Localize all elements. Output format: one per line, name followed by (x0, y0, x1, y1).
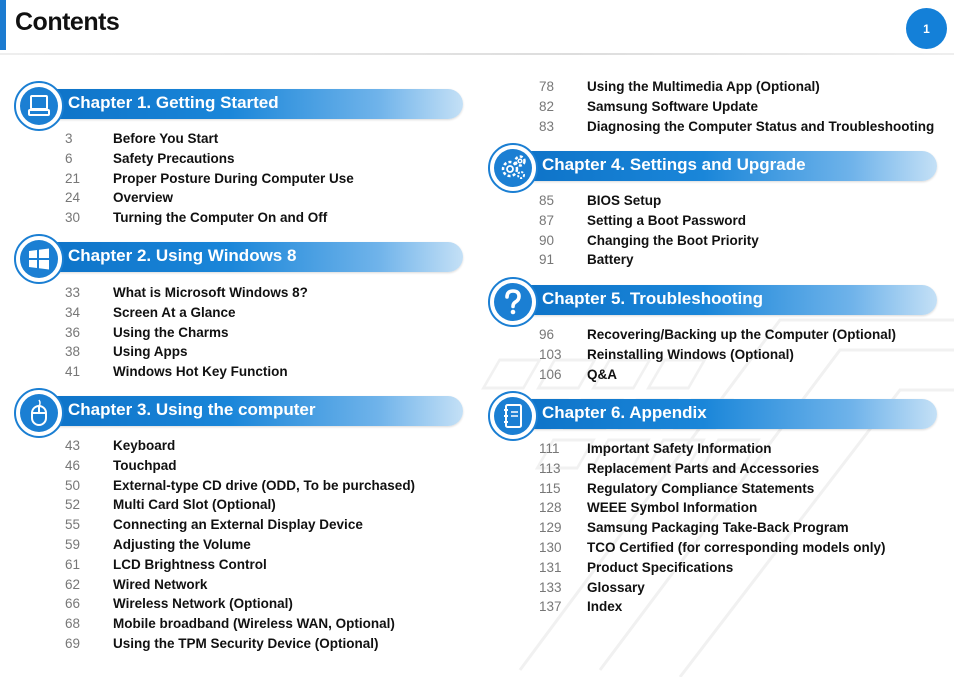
toc-page: 128 (539, 500, 562, 516)
gears-icon (488, 143, 538, 193)
toc-label: Windows Hot Key Function (113, 364, 288, 380)
toc-label: Wireless Network (Optional) (113, 596, 293, 612)
toc-page: 21 (65, 170, 81, 186)
toc-label: Keyboard (113, 438, 176, 453)
toc-entry[interactable] (539, 597, 886, 617)
toc-entry[interactable] (539, 578, 886, 598)
toc-label: Replacement Parts and Accessories (587, 460, 820, 476)
toc-page: 24 (65, 190, 81, 206)
toc-entry[interactable] (65, 634, 415, 654)
toc-entry[interactable] (65, 476, 415, 496)
toc-entry[interactable] (65, 535, 415, 555)
chapter-5-title: Chapter 5. Troubleshooting (542, 289, 764, 308)
toc-page: 3 (65, 131, 73, 146)
toc-entry[interactable] (539, 479, 886, 499)
toc-entry[interactable] (65, 188, 354, 208)
laptop-icon (14, 81, 64, 131)
page-number-badge: 1 (906, 8, 947, 49)
chapter-6-title: Chapter 6. Appendix (542, 403, 707, 422)
header-divider (0, 53, 954, 55)
toc-page: 69 (65, 635, 81, 651)
toc-page: 50 (65, 477, 81, 493)
toc-entry[interactable] (65, 342, 308, 362)
toc-label: Connecting an External Display Device (113, 517, 363, 533)
toc-label: External-type CD drive (ODD, To be purchased) (113, 477, 416, 493)
toc-label: Recovering/Backing up the Computer (Optional) (587, 327, 897, 342)
toc-page: 52 (65, 497, 81, 513)
page-title: Contents (15, 8, 120, 36)
toc-page: 61 (65, 556, 81, 572)
toc-page: 59 (65, 536, 81, 552)
toc-entry[interactable] (65, 555, 415, 575)
toc-entry[interactable] (539, 211, 759, 231)
toc-entry[interactable] (539, 498, 886, 518)
toc-label: Wired Network (113, 576, 208, 592)
chapter-2-title: Chapter 2. Using Windows 8 (68, 246, 297, 265)
toc-page: 90 (539, 232, 555, 248)
toc-page: 91 (539, 252, 555, 268)
toc-page: 115 (539, 480, 561, 496)
toc-label: Q&A (587, 366, 617, 382)
toc-label: Using Apps (113, 344, 188, 360)
toc-entry[interactable] (539, 250, 759, 270)
toc-label: Overview (113, 190, 174, 206)
toc-entry[interactable] (65, 456, 415, 476)
chapter-3-entries (65, 436, 415, 654)
toc-entry[interactable] (539, 191, 759, 211)
notebook-icon (488, 391, 538, 441)
question-mark-icon (488, 277, 538, 327)
mouse-icon (14, 388, 64, 438)
toc-page: 82 (539, 98, 555, 114)
toc-label: Glossary (587, 579, 645, 595)
toc-label: Samsung Software Update (587, 98, 759, 114)
toc-entry[interactable] (65, 614, 415, 634)
toc-label: Screen At a Glance (113, 304, 236, 320)
toc-entry[interactable] (65, 169, 354, 189)
toc-page: 106 (539, 366, 562, 382)
chapter-3-continued-entries (539, 77, 934, 136)
toc-page: 131 (539, 559, 562, 575)
toc-page: 41 (65, 364, 81, 380)
toc-page: 62 (65, 576, 81, 592)
windows-logo-icon (14, 234, 64, 284)
toc-entry[interactable] (539, 518, 886, 538)
toc-page: 87 (539, 212, 555, 228)
toc-label: Mobile broadband (Wireless WAN, Optional) (113, 616, 395, 632)
toc-entry[interactable] (65, 575, 415, 595)
chapter-2-entries (65, 283, 308, 382)
toc-entry[interactable] (539, 439, 886, 459)
toc-page: 113 (539, 460, 561, 476)
toc-page: 78 (539, 79, 555, 94)
toc-entry[interactable] (65, 129, 354, 149)
toc-label: BIOS Setup (587, 193, 662, 208)
toc-label: Regulatory Compliance Statements (587, 480, 815, 496)
toc-label: TCO Certified (for corresponding models only) (587, 539, 886, 555)
toc-entry[interactable] (539, 231, 759, 251)
toc-page: 43 (65, 438, 81, 453)
toc-page: 38 (65, 344, 81, 360)
chapter-1-entries (65, 129, 354, 228)
chapter-4-entries (539, 191, 759, 270)
toc-entry[interactable] (539, 538, 886, 558)
toc-page: 85 (539, 193, 555, 208)
toc-label: Before You Start (113, 131, 219, 146)
toc-entry[interactable] (65, 283, 308, 303)
toc-page: 103 (539, 346, 562, 362)
toc-label: Changing the Boot Priority (587, 232, 759, 248)
toc-page: 30 (65, 210, 81, 226)
toc-entry[interactable] (65, 594, 415, 614)
toc-page: 33 (65, 285, 81, 300)
toc-page: 68 (65, 616, 81, 632)
chapter-6-entries (539, 439, 886, 617)
toc-entry[interactable] (539, 345, 896, 365)
toc-entry[interactable] (539, 325, 896, 345)
toc-page: 46 (65, 457, 81, 473)
toc-page: 34 (65, 304, 81, 320)
toc-entry[interactable] (65, 436, 415, 456)
chapter-3-title: Chapter 3. Using the computer (68, 400, 316, 419)
toc-page: 133 (539, 579, 562, 595)
chapter-1-title: Chapter 1. Getting Started (68, 93, 279, 112)
toc-label: Proper Posture During Computer Use (113, 170, 354, 186)
toc-page: 137 (539, 599, 562, 615)
toc-page: 130 (539, 539, 562, 555)
toc-label: Important Safety Information (587, 441, 772, 456)
toc-page: 6 (65, 150, 73, 166)
toc-entry[interactable] (539, 459, 886, 479)
toc-entry[interactable] (539, 97, 934, 117)
toc-label: WEEE Symbol Information (587, 500, 758, 516)
toc-entry[interactable] (65, 495, 415, 515)
toc-label: Using the Multimedia App (Optional) (587, 79, 820, 94)
toc-label: Diagnosing the Computer Status and Troubleshooting (587, 118, 935, 134)
toc-label: Setting a Boot Password (587, 212, 747, 228)
toc-page: 66 (65, 596, 81, 612)
toc-label: Adjusting the Volume (113, 536, 251, 552)
toc-page: 129 (539, 520, 562, 536)
toc-entry[interactable] (65, 149, 354, 169)
header-accent-bar (0, 0, 6, 50)
toc-page: 83 (539, 118, 555, 134)
toc-label: What is Microsoft Windows 8? (113, 285, 308, 300)
toc-page: 36 (65, 324, 81, 340)
toc-entry[interactable] (65, 362, 308, 382)
toc-label: Safety Precautions (113, 150, 235, 166)
toc-label: Samsung Packaging Take-Back Program (587, 520, 849, 536)
toc-label: Battery (587, 252, 634, 268)
toc-label: Reinstalling Windows (Optional) (587, 346, 794, 362)
toc-page: 96 (539, 327, 555, 342)
toc-entry[interactable] (539, 117, 934, 137)
toc-label: Turning the Computer On and Off (113, 210, 328, 226)
toc-entry[interactable] (539, 77, 934, 97)
chapter-4-title: Chapter 4. Settings and Upgrade (542, 155, 806, 174)
toc-entry[interactable] (65, 515, 415, 535)
toc-entry[interactable] (65, 303, 308, 323)
toc-entry[interactable] (539, 558, 886, 578)
toc-label: LCD Brightness Control (113, 556, 267, 572)
toc-label: Using the TPM Security Device (Optional) (113, 635, 379, 651)
toc-label: Product Specifications (587, 559, 734, 575)
toc-page: 111 (539, 441, 560, 456)
toc-entry[interactable] (65, 323, 308, 343)
chapter-5-entries (539, 325, 896, 384)
toc-label: Using the Charms (113, 324, 229, 340)
toc-label: Touchpad (113, 457, 177, 473)
toc-entry[interactable] (65, 208, 354, 228)
toc-entry[interactable] (539, 365, 896, 385)
toc-label: Index (587, 599, 623, 615)
toc-page: 55 (65, 517, 81, 533)
toc-label: Multi Card Slot (Optional) (113, 497, 276, 513)
